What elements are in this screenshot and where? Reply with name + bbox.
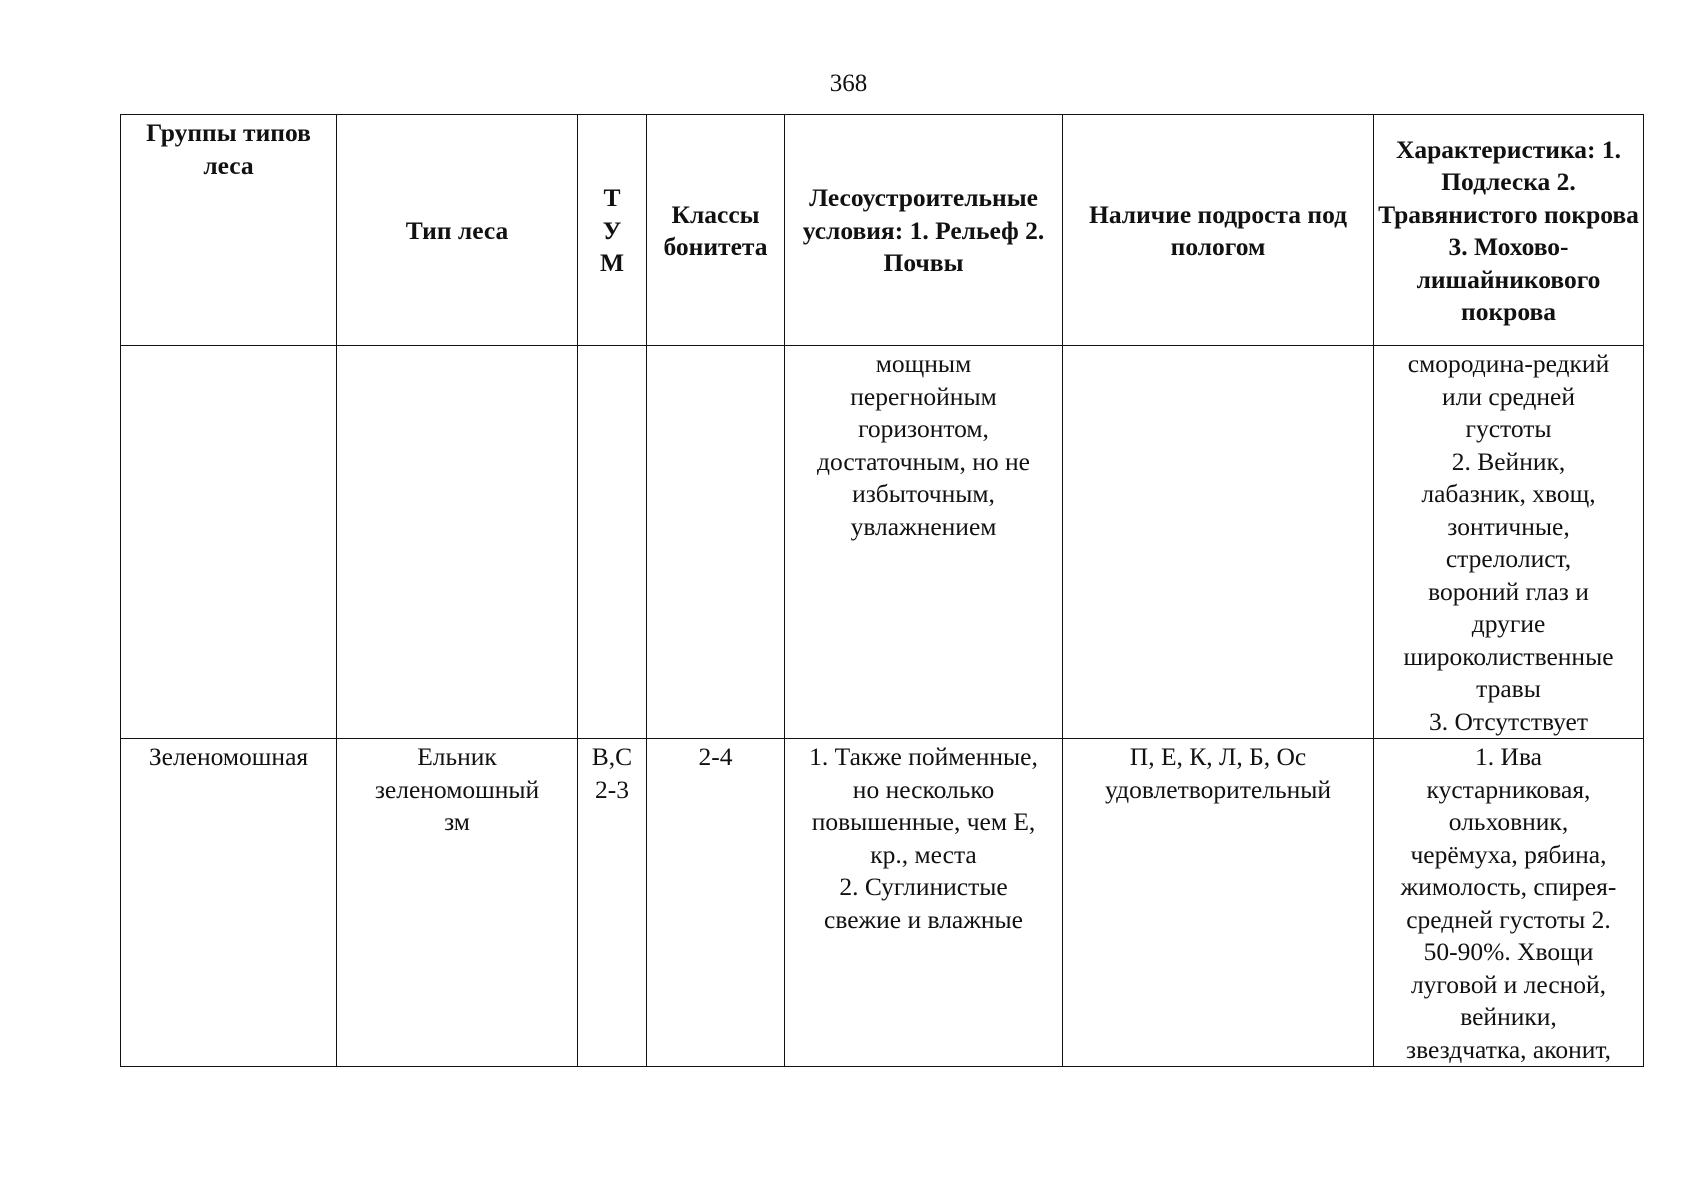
cell-conditions: мощным перегнойным горизонтом, достаточным, но не избыточным, увлажнением — [785, 346, 1063, 739]
cell-tum — [578, 346, 647, 739]
header-bonitet: Классы бонитета — [647, 115, 785, 346]
cell-undergrowth — [1063, 346, 1374, 739]
cell-bonitet — [647, 346, 785, 739]
header-conditions: Лесоустроительные условия: 1. Рельеф 2. Почвы — [785, 115, 1063, 346]
cell-group: Зеленомошная — [121, 739, 337, 1067]
page-number: 368 — [829, 70, 868, 97]
header-undergrowth: Наличие подроста под пологом — [1063, 115, 1374, 346]
header-tum: Т У М — [578, 115, 647, 346]
cell-forest-type: Ельник зеленомошный зм — [337, 739, 578, 1067]
table-row — [121, 739, 1644, 1067]
forest-types-table — [120, 114, 1644, 1067]
cell-group — [121, 346, 337, 739]
cell-characteristics: 1. Ива кустарниковая, ольховник, черёмуха, рябина, жимолость, спирея- средней густоты 2. 50-90%. Хвощи луговой и лесной, вейники, звездчатка, аконит, — [1374, 739, 1644, 1067]
cell-forest-type — [337, 346, 578, 739]
cell-characteristics: смородина-редкий или средней густоты 2. Вейник, лабазник, хвощ, зонтичные, стрелолист, вороний глаз и другие широколиственные травы 3. Отсутствует — [1374, 346, 1644, 739]
table-header-row — [121, 115, 1644, 346]
header-forest-type: Тип леса — [337, 115, 578, 346]
table-row — [121, 346, 1644, 739]
header-forest-groups: Группы типов леса — [121, 115, 337, 346]
cell-undergrowth: П, Е, К, Л, Б, Ос удовлетворительный — [1063, 739, 1374, 1067]
cell-bonitet: 2-4 — [647, 739, 785, 1067]
cell-conditions: 1. Также пойменные, но несколько повышенные, чем Е, кр., места 2. Суглинистые свежие и влажные — [785, 739, 1063, 1067]
cell-tum: В,С 2-3 — [578, 739, 647, 1067]
header-characteristics: Характеристика: 1. Подлеска 2. Травянистого покрова 3. Мохово-лишайникового покрова — [1374, 115, 1644, 346]
